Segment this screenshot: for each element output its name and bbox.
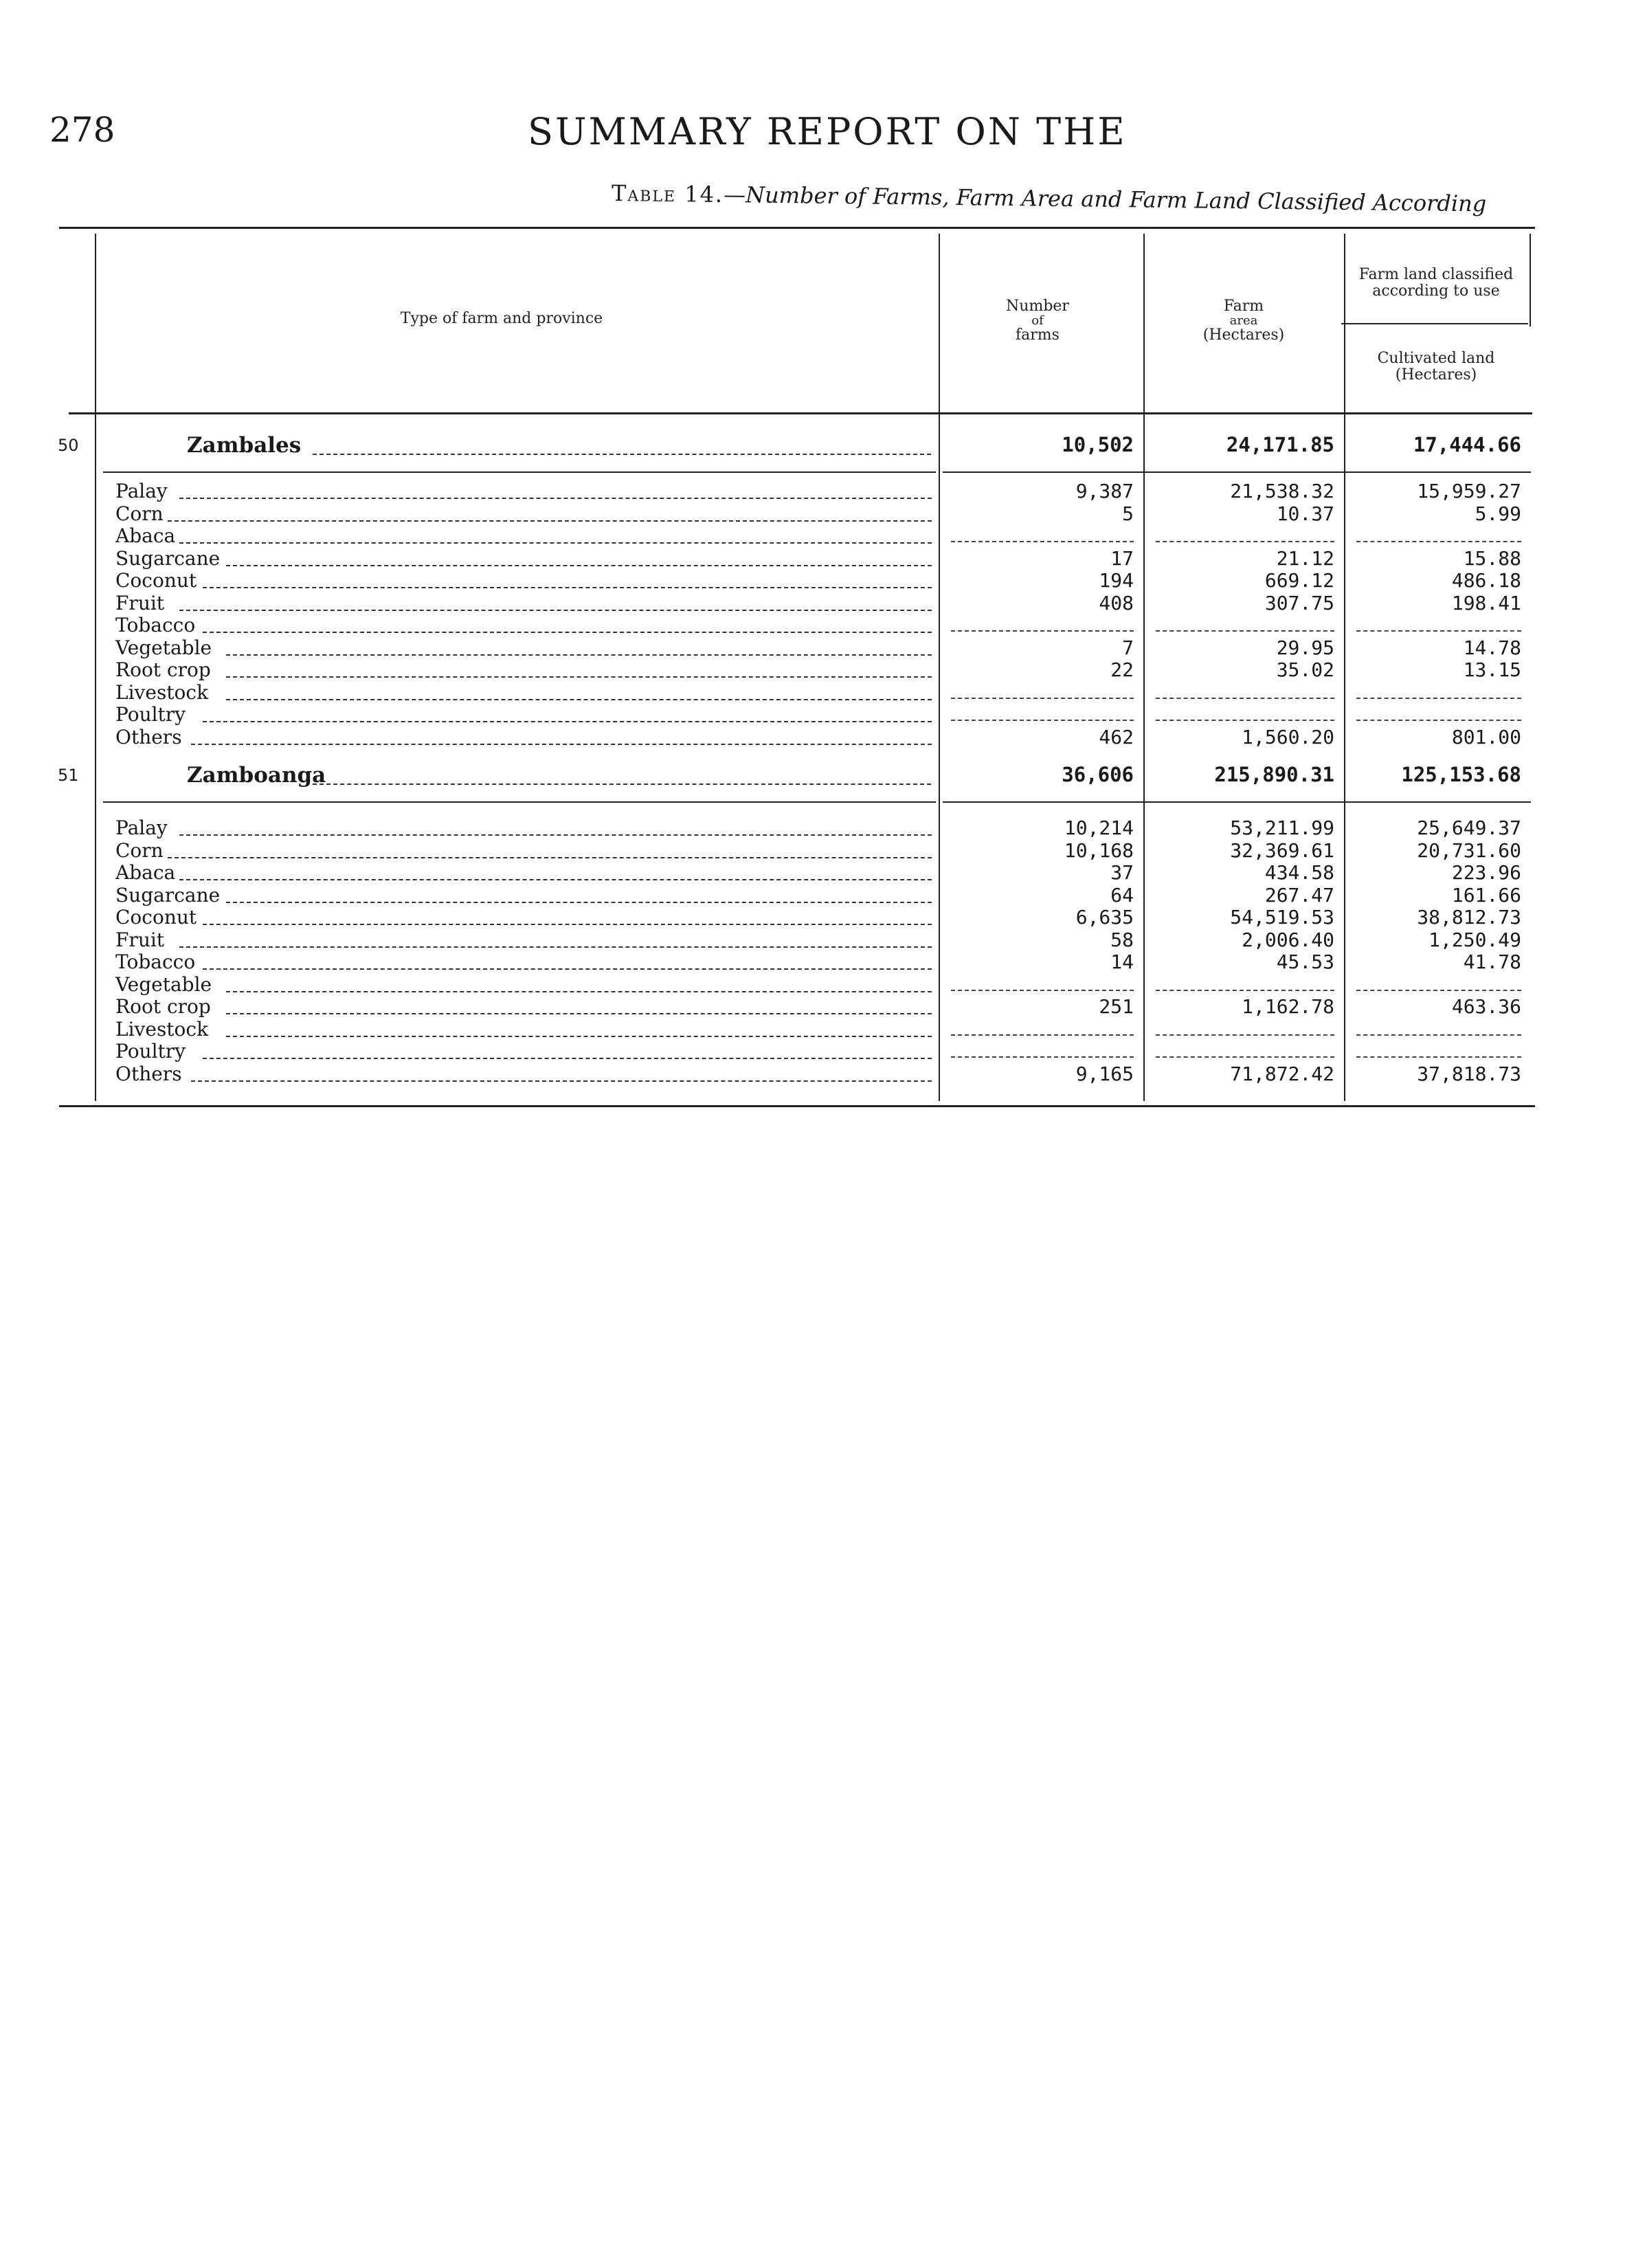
province-stub-rule <box>103 471 936 473</box>
empty-cell-dash <box>1356 541 1521 542</box>
table-row-leader <box>226 991 932 992</box>
table-row-label: Coconut <box>115 569 197 592</box>
empty-cell-dash <box>951 1056 1134 1058</box>
running-head: SUMMARY REPORT ON THE <box>528 110 1127 153</box>
table-cell-area: 21.12 <box>1276 546 1334 570</box>
table-row-leader <box>179 610 932 611</box>
table-row-label: Fruit <box>115 928 165 951</box>
table-cell-cultivated: 38,812.73 <box>1417 906 1521 929</box>
table-right-edge <box>1530 234 1531 326</box>
empty-cell-dash <box>951 698 1134 699</box>
table-cell-cultivated: 37,818.73 <box>1417 1062 1521 1085</box>
table-caption <box>612 180 1487 217</box>
province-total-rule <box>943 801 1531 803</box>
table-cell-area: 71,872.42 <box>1230 1062 1334 1085</box>
area-divider <box>1143 234 1145 1101</box>
empty-cell-dash <box>951 541 1134 542</box>
table-cell-cultivated: 41.78 <box>1463 950 1521 973</box>
empty-cell-dash <box>1356 630 1521 632</box>
empty-cell-dash <box>1156 630 1334 632</box>
table-cell-area: 267.47 <box>1264 883 1334 907</box>
table-cell-farms: 10,168 <box>1064 838 1134 862</box>
table-top-rule <box>59 227 1535 229</box>
table-cell-cultivated: 15,959.27 <box>1417 480 1521 502</box>
table-cell-area: 10.37 <box>1276 502 1334 525</box>
table-row-label: Root crop <box>115 995 211 1018</box>
table-row-label: Palay <box>115 480 168 502</box>
header-type: Type of farm and province <box>400 310 603 327</box>
table-cell-cultivated: 801.00 <box>1451 725 1521 748</box>
table-row-label: Palay <box>115 816 168 839</box>
table-row-label: Tobacco <box>115 950 196 973</box>
table-row-leader <box>226 1036 932 1037</box>
table-row-leader <box>226 676 932 678</box>
empty-cell-dash <box>951 990 1134 991</box>
table-cell-farms: 14 <box>1110 950 1134 973</box>
province-number: 50 <box>58 436 79 455</box>
table-row-label: Fruit <box>115 591 165 614</box>
table-cell-farms: 7 <box>1122 636 1134 659</box>
table-row-label: Sugarcane <box>115 883 221 907</box>
table-row-label: Poultry <box>115 1040 186 1063</box>
empty-cell-dash <box>1156 990 1334 991</box>
empty-cell-dash <box>1156 1056 1334 1058</box>
empty-cell-dash <box>951 1034 1134 1036</box>
table-caption-title: —Number of Farms, Farm Area and Farm Land Classified According <box>723 181 1487 217</box>
table-cell-cultivated: 20,731.60 <box>1417 838 1521 862</box>
table-row-label: Others <box>115 725 182 748</box>
empty-cell-dash <box>951 720 1134 721</box>
province-leader <box>313 783 931 785</box>
table-cell-area: 54,519.53 <box>1230 906 1334 929</box>
province-name: Zambales <box>187 433 302 458</box>
table-cell-cultivated: 486.18 <box>1451 569 1521 592</box>
table-cell-area: 53,211.99 <box>1230 816 1334 839</box>
group-header-rule <box>1341 323 1528 324</box>
table-row-label: Root crop <box>115 658 211 681</box>
province-total-area: 24,171.85 <box>1226 433 1334 456</box>
table-cell-cultivated: 463.36 <box>1451 995 1521 1018</box>
empty-cell-dash <box>1356 720 1521 721</box>
empty-cell-dash <box>1356 1056 1521 1058</box>
table-row-label: Poultry <box>115 703 186 726</box>
table-cell-area: 35.02 <box>1276 658 1334 681</box>
table-row-label: Sugarcane <box>115 546 221 570</box>
table-cell-cultivated: 5.99 <box>1475 502 1521 525</box>
table-row-leader <box>203 924 932 925</box>
province-leader <box>313 454 931 455</box>
table-cell-farms: 408 <box>1099 591 1134 614</box>
table-cell-farms: 462 <box>1099 725 1134 748</box>
table-caption-label: Table 14. <box>611 180 724 208</box>
table-bottom-rule <box>59 1105 1535 1107</box>
empty-cell-dash <box>951 630 1134 632</box>
stub-divider <box>95 234 96 1101</box>
table-cell-cultivated: 223.96 <box>1451 861 1521 884</box>
table-cell-farms: 37 <box>1110 861 1134 884</box>
header-area: Farm area (Hectares) <box>1202 298 1285 344</box>
table-row-leader <box>179 542 932 544</box>
table-cell-area: 32,369.61 <box>1230 838 1334 862</box>
table-row-leader <box>179 498 932 499</box>
table-row-leader <box>179 834 932 836</box>
table-row-label: Abaca <box>115 861 176 884</box>
table-row-leader <box>203 587 932 588</box>
table-row-label: Livestock <box>115 680 209 704</box>
province-total-area: 215,890.31 <box>1214 763 1334 786</box>
table-row-leader <box>203 968 932 970</box>
table-row-leader <box>203 1058 932 1059</box>
header-land-group: Farm land classified according to use <box>1358 266 1514 300</box>
table-cell-farms: 6,635 <box>1075 906 1134 929</box>
table-cell-cultivated: 13.15 <box>1463 658 1521 681</box>
table-row-leader <box>226 654 932 656</box>
table-cell-cultivated: 14.78 <box>1463 636 1521 659</box>
table-cell-farms: 9,387 <box>1075 480 1134 502</box>
table-row-leader <box>226 1013 932 1014</box>
table-cell-area: 29.95 <box>1276 636 1334 659</box>
province-stub-rule <box>103 801 936 803</box>
table-row-label: Tobacco <box>115 614 196 636</box>
table-row-label: Others <box>115 1062 182 1085</box>
table-row-leader <box>203 721 932 722</box>
table-row-leader <box>168 520 932 522</box>
table-row-label: Coconut <box>115 906 197 929</box>
table-cell-farms: 9,165 <box>1075 1062 1134 1085</box>
province-total-rule <box>943 471 1531 473</box>
table-cell-area: 2,006.40 <box>1242 928 1334 951</box>
table-cell-farms: 194 <box>1099 569 1134 592</box>
table-row-label: Vegetable <box>115 972 212 996</box>
table-row-label: Corn <box>115 502 164 525</box>
table-row-leader <box>179 879 932 880</box>
table-cell-area: 669.12 <box>1264 569 1334 592</box>
table-cell-cultivated: 15.88 <box>1463 546 1521 570</box>
province-total-farms: 10,502 <box>1062 433 1134 456</box>
province-total-cultivated: 125,153.68 <box>1401 763 1521 786</box>
table-row-label: Livestock <box>115 1017 209 1041</box>
page-number: 278 <box>49 110 115 150</box>
table-cell-area: 307.75 <box>1264 591 1334 614</box>
empty-cell-dash <box>1156 1034 1334 1036</box>
table-row-leader <box>168 857 932 858</box>
province-total-farms: 36,606 <box>1062 763 1134 786</box>
table-row-label: Vegetable <box>115 636 212 659</box>
table-cell-area: 45.53 <box>1276 950 1334 973</box>
table-row-leader <box>191 744 932 745</box>
farms-divider <box>939 234 940 1101</box>
table-cell-farms: 17 <box>1110 546 1134 570</box>
empty-cell-dash <box>1356 990 1521 991</box>
empty-cell-dash <box>1356 1034 1521 1036</box>
table-cell-area: 1,162.78 <box>1242 995 1334 1018</box>
table-cell-cultivated: 25,649.37 <box>1417 816 1521 839</box>
header-cultivated: Cultivated land (Hectares) <box>1377 350 1495 383</box>
table-row-label: Corn <box>115 838 164 862</box>
empty-cell-dash <box>1156 698 1334 699</box>
province-total-cultivated: 17,444.66 <box>1413 433 1521 456</box>
empty-cell-dash <box>1156 720 1334 721</box>
table-row-leader <box>226 699 932 700</box>
table-cell-cultivated: 161.66 <box>1451 883 1521 907</box>
table-row-leader <box>203 632 932 633</box>
header-bottom-rule <box>69 412 1532 414</box>
table-cell-cultivated: 198.41 <box>1451 591 1521 614</box>
empty-cell-dash <box>1156 541 1334 542</box>
table-cell-farms: 10,214 <box>1064 816 1134 839</box>
province-name: Zamboanga <box>187 763 326 788</box>
table-row-leader <box>226 565 932 566</box>
table-row-leader <box>226 902 932 903</box>
cultivated-divider <box>1344 234 1345 1101</box>
table-row-leader <box>179 946 932 948</box>
table-row-leader <box>191 1080 932 1082</box>
table-cell-area: 1,560.20 <box>1242 725 1334 748</box>
table-row-label: Abaca <box>115 524 176 547</box>
table-cell-farms: 58 <box>1110 928 1134 951</box>
table-cell-farms: 64 <box>1110 883 1134 907</box>
table-cell-farms: 251 <box>1099 995 1134 1018</box>
table-cell-area: 434.58 <box>1264 861 1334 884</box>
table-cell-area: 21,538.32 <box>1230 480 1334 502</box>
table-cell-farms: 22 <box>1110 658 1134 681</box>
header-farms: Number of farms <box>1006 298 1069 344</box>
table-cell-farms: 5 <box>1122 502 1134 525</box>
province-number: 51 <box>58 766 79 785</box>
empty-cell-dash <box>1356 698 1521 699</box>
table-cell-cultivated: 1,250.49 <box>1428 928 1521 951</box>
